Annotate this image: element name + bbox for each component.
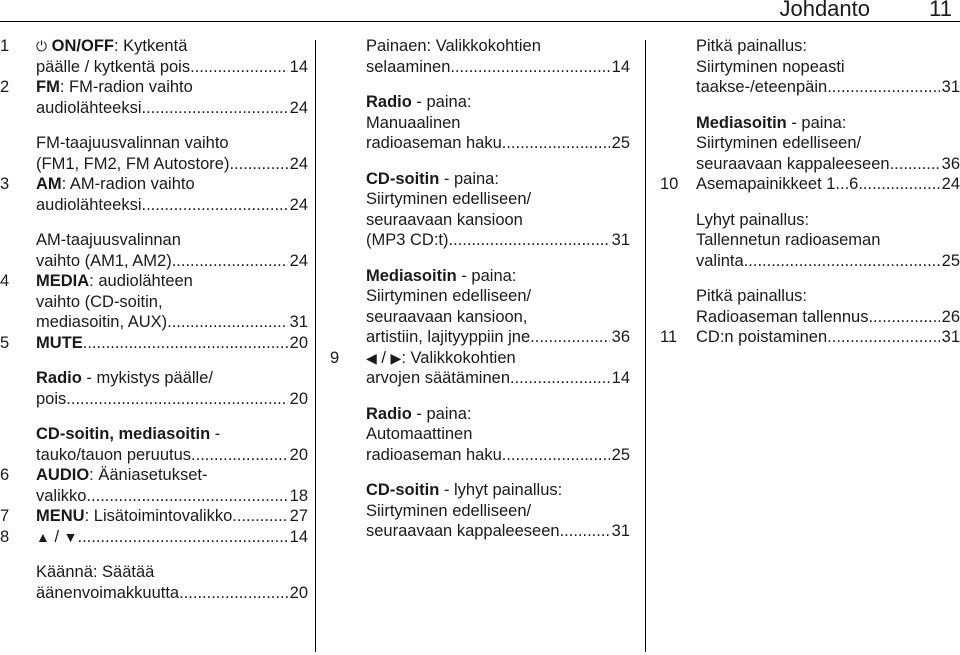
entry-text-part: Lyhyt painallus: (696, 210, 810, 229)
index-entry (660, 174, 960, 195)
entry-line (36, 562, 308, 583)
index-entry (0, 465, 308, 506)
index-entry (0, 174, 308, 215)
entry-text-part: - paina: (456, 266, 517, 285)
entry-line (366, 348, 630, 369)
spacer (330, 389, 630, 404)
dot-leader (66, 389, 287, 410)
key-label: MEDIA (36, 272, 90, 290)
entry-text-part: Painaen: Valikkokohtien (366, 37, 541, 55)
index-entry (0, 424, 308, 465)
entry-text (696, 154, 890, 175)
entry-text (366, 445, 502, 466)
entry-text (366, 230, 449, 251)
column-2 (330, 36, 630, 542)
entry-line (366, 368, 630, 389)
entry-line (36, 133, 308, 154)
index-entry (0, 527, 308, 548)
entry-line (36, 424, 308, 445)
dot-leader (827, 327, 939, 348)
page-reference: 14 (611, 57, 630, 76)
entry-line (366, 189, 630, 210)
entry-text-part: : Ääniasetukset- (89, 466, 208, 484)
key-label: FM (36, 78, 60, 96)
page-reference: 24 (289, 195, 308, 214)
entry-text-part: radioaseman haku (366, 445, 502, 464)
page-reference: 25 (611, 134, 630, 152)
key-label: ON/OFF (47, 37, 114, 55)
column-1 (0, 36, 308, 603)
entry-text-part: pois (36, 389, 67, 408)
entry-line (696, 133, 960, 154)
entry-text-part: - (210, 425, 221, 443)
entry-text (36, 154, 229, 175)
key-label: MENU (36, 507, 85, 525)
column-divider (645, 40, 646, 652)
entry-text-part: radioaseman haku (366, 134, 502, 152)
entry-text-part: : Valikkokohtien (401, 348, 516, 367)
entry-text (36, 445, 191, 466)
key-label: Radio (366, 404, 412, 423)
entry-line (36, 251, 308, 272)
entry-text (696, 307, 868, 328)
entry-text-part: FM-taajuusvalinnan vaihto (36, 134, 229, 152)
entry-line (696, 174, 960, 195)
dot-leader (83, 333, 288, 354)
index-entry (330, 404, 630, 466)
index-entry (0, 36, 308, 77)
entry-text (36, 583, 179, 604)
spacer (0, 409, 308, 424)
index-entry (660, 286, 960, 327)
triangle-up-icon: ▲ (36, 528, 50, 545)
page-reference: 31 (611, 231, 630, 249)
entry-text-part: / (376, 348, 391, 367)
entry-line (366, 113, 630, 134)
entry-line (366, 404, 630, 425)
page-number: 11 (929, 0, 952, 21)
index-entry (0, 77, 308, 118)
entry-line (36, 98, 308, 119)
spacer (0, 215, 308, 230)
dot-leader (167, 312, 288, 333)
entry-line (36, 174, 308, 195)
entry-line (366, 36, 630, 57)
entry-line (36, 583, 308, 604)
entry-text-part: audiolähteeksi (36, 195, 142, 214)
entry-number: 5 (0, 333, 10, 352)
index-entry (330, 348, 630, 389)
entry-line (696, 251, 960, 272)
entry-text-part: CD:n poistaminen (696, 328, 828, 346)
page-reference: 26 (941, 307, 960, 326)
entry-text-part: Siirtyminen nopeasti (696, 57, 845, 76)
spacer (330, 465, 630, 480)
page-reference: 20 (289, 583, 308, 602)
page-reference: 24 (941, 175, 960, 193)
page-reference: 27 (289, 507, 308, 525)
index-entry (0, 506, 308, 527)
entry-text (366, 327, 535, 348)
entry-text-part: Siirtyminen edelliseen/ (696, 134, 862, 152)
entry-text-part: - paina: (439, 169, 499, 188)
key-label: Mediasoitin (366, 266, 457, 285)
entry-text-part: Käännä: Säätää (36, 563, 155, 581)
spacer (660, 98, 960, 113)
entry-line (36, 333, 308, 354)
key-label: MUTE (36, 333, 83, 352)
page-reference: 20 (289, 389, 308, 408)
entry-text-part: (FM1, FM2, FM Autostore) (36, 154, 230, 173)
entry-text-part: seuraavaan kappaleeseen (366, 522, 560, 540)
power-icon: ⏻ (36, 38, 48, 54)
entry-text-part: Radioaseman tallennus (696, 307, 869, 326)
entry-line (36, 312, 308, 333)
entry-number: 7 (0, 507, 10, 525)
column-3 (660, 36, 960, 348)
entry-line (366, 480, 630, 501)
entry-line (36, 271, 308, 292)
entry-text (366, 521, 560, 542)
entry-text (36, 98, 142, 119)
entry-text (36, 333, 83, 354)
entry-text (366, 57, 450, 78)
entry-number: 11 (660, 328, 678, 346)
entry-number: 8 (0, 527, 10, 546)
entry-text (36, 195, 142, 216)
dot-leader (142, 195, 288, 216)
entry-text-part: mediasoitin, AUX) (36, 313, 168, 331)
index-entry (330, 169, 630, 251)
entry-text (696, 174, 858, 195)
dot-leader (449, 230, 610, 251)
index-entry (330, 36, 630, 77)
page-reference: 18 (289, 486, 308, 505)
entry-text (696, 251, 744, 272)
index-entry (660, 36, 960, 98)
entry-line (366, 210, 630, 231)
entry-text-part: : AM-radion vaihto (61, 175, 195, 193)
entry-line (366, 445, 630, 466)
entry-text-part: - lyhyt painallus: (439, 481, 563, 499)
spacer (0, 353, 308, 368)
entry-line (36, 230, 308, 251)
page-reference: 14 (289, 57, 308, 76)
entry-text (36, 486, 86, 507)
dot-leader (535, 327, 610, 348)
entry-text-part: seuraavaan kansioon (366, 210, 523, 229)
dot-leader (858, 174, 939, 195)
spacer (330, 251, 630, 266)
page-reference: 24 (289, 251, 308, 270)
entry-number: 1 (0, 37, 10, 55)
entry-text-part: Pitkä painallus: (696, 37, 807, 55)
triangle-left-icon: ◀ (366, 349, 377, 366)
dot-leader (510, 368, 610, 389)
entry-line (366, 307, 630, 328)
entry-text-part: : audiolähteen (89, 272, 193, 290)
entry-line (366, 327, 630, 348)
index-entry (330, 480, 630, 542)
key-label: AUDIO (36, 466, 90, 484)
entry-text-part: taakse-/eteenpäin (696, 78, 828, 96)
entry-line (366, 92, 630, 113)
index-entry (330, 92, 630, 154)
entry-line (696, 113, 960, 134)
entry-line (366, 169, 630, 190)
entry-line (366, 424, 630, 445)
index-entry (660, 210, 960, 272)
entry-line (696, 210, 960, 231)
entry-text-part: (MP3 CD:t) (366, 231, 449, 249)
entry-text-part: Siirtyminen edelliseen/ (366, 287, 532, 305)
entry-text-part: Tallennetun radioaseman (696, 231, 881, 249)
dot-leader (86, 486, 287, 507)
entry-text-part: : Kytkentä (114, 37, 188, 55)
entry-line (36, 527, 308, 548)
dot-leader (502, 133, 610, 154)
dot-leader (172, 251, 288, 272)
dot-leader (142, 98, 288, 119)
entry-line (36, 368, 308, 389)
entry-text-part: - paina: (786, 113, 847, 132)
dot-leader (179, 583, 288, 604)
entry-line (36, 292, 308, 313)
entry-line (366, 521, 630, 542)
entry-text-part: tauko/tauon peruutus (36, 445, 192, 464)
key-label: CD-soitin (366, 481, 440, 499)
page-reference: 31 (289, 313, 308, 331)
page-reference: 24 (289, 154, 308, 173)
index-entry (0, 230, 308, 271)
page-reference: 31 (941, 328, 960, 346)
entry-line (36, 389, 308, 410)
entry-text-part: - mykistys päälle/ (81, 369, 213, 387)
entry-line (696, 327, 960, 348)
entry-line (36, 465, 308, 486)
entry-line (696, 36, 960, 57)
dot-leader (450, 57, 609, 78)
entry-text (36, 251, 172, 272)
index-entry (0, 333, 308, 354)
index-entry (0, 562, 308, 603)
page-reference: 25 (941, 251, 960, 270)
page-reference: 20 (289, 333, 308, 352)
entry-text-part: seuraavaan kappaleeseen (696, 154, 890, 173)
entry-text (696, 77, 827, 98)
page-reference: 14 (611, 369, 630, 387)
index-entry (660, 327, 960, 348)
entry-line (366, 57, 630, 78)
entry-text-part: Asemapainikkeet 1...6 (696, 175, 859, 193)
entry-line (36, 154, 308, 175)
header-rule (0, 21, 960, 22)
entry-number: 4 (0, 272, 10, 290)
entry-line (36, 506, 308, 527)
entry-number: 10 (660, 175, 679, 193)
index-entry (0, 368, 308, 409)
entry-line (696, 57, 960, 78)
entry-line (696, 77, 960, 98)
entry-text (36, 312, 167, 333)
entry-line (696, 286, 960, 307)
entry-line (366, 266, 630, 287)
spacer (660, 195, 960, 210)
entry-text-part: vaihto (AM1, AM2) (36, 251, 172, 270)
entry-text-part: Automaattinen (366, 425, 473, 443)
key-label: CD-soitin, mediasoitin (36, 425, 211, 443)
triangle-down-icon: ▼ (63, 528, 78, 545)
entry-text-part: vaihto (CD-soitin, (36, 292, 163, 311)
entry-text-part: audiolähteeksi (36, 98, 142, 117)
entry-line (366, 286, 630, 307)
triangle-right-icon: ▶ (390, 349, 402, 366)
dot-leader (744, 251, 940, 272)
page-reference: 25 (611, 445, 630, 464)
dot-leader (77, 527, 287, 548)
index-entry (0, 271, 308, 333)
index-entry (0, 133, 308, 174)
dot-leader (232, 506, 287, 527)
entry-line (696, 307, 960, 328)
entry-text-part: päälle / kytkentä pois (36, 57, 191, 76)
key-label: Mediasoitin (696, 113, 787, 132)
entry-text (36, 57, 190, 78)
entry-text (366, 368, 510, 389)
entry-line (366, 230, 630, 251)
entry-line (36, 57, 308, 78)
entry-line (36, 77, 308, 98)
entry-text-part: arvojen säätäminen (366, 369, 511, 387)
entry-number: 6 (0, 466, 10, 484)
dot-leader (190, 57, 288, 78)
entry-line (36, 486, 308, 507)
entry-text (366, 133, 502, 154)
entry-text-part: Siirtyminen edelliseen/ (366, 190, 532, 208)
entry-text-part: seuraavaan kansioon, (366, 307, 528, 326)
entry-line (36, 445, 308, 466)
section-title: Johdanto (779, 0, 870, 21)
key-label: AM (36, 175, 62, 193)
dot-leader (868, 307, 939, 328)
entry-line (366, 501, 630, 522)
page-reference: 36 (941, 154, 960, 173)
entry-line (366, 133, 630, 154)
entry-text-part: selaaminen (366, 57, 451, 76)
dot-leader (502, 445, 610, 466)
dot-leader (890, 154, 940, 175)
entry-line (36, 36, 308, 57)
entry-text-part: äänenvoimakkuutta (36, 583, 180, 602)
entry-number: 9 (330, 348, 340, 367)
entry-text-part: valikko (36, 486, 87, 505)
column-divider (315, 40, 316, 652)
spacer (330, 154, 630, 169)
entry-text-part: Siirtyminen edelliseen/ (366, 501, 532, 520)
page-header (0, 0, 960, 20)
key-label: CD-soitin (366, 169, 440, 188)
entry-text-part: - paina: (411, 404, 472, 423)
dot-leader (191, 445, 288, 466)
index-entry (660, 113, 960, 175)
entry-line (36, 195, 308, 216)
key-label: Radio (366, 93, 412, 111)
entry-text-part: : FM-radion vaihto (59, 78, 193, 96)
dot-leader (827, 77, 939, 98)
entry-text-part: Pitkä painallus: (696, 287, 807, 305)
entry-text-part: - paina: (411, 93, 472, 111)
entry-line (696, 230, 960, 251)
spacer (0, 118, 308, 133)
entry-text-part: AM-taajuusvalinnan (36, 231, 181, 249)
entry-text (36, 389, 66, 410)
entry-text-part: artistiin, lajityyppiin jne. (366, 328, 535, 346)
entry-line (696, 154, 960, 175)
page-reference: 36 (611, 328, 630, 346)
entry-number: 2 (0, 78, 10, 96)
spacer (330, 77, 630, 92)
key-label: Radio (36, 369, 82, 387)
page-reference: 14 (289, 527, 308, 546)
dot-leader (229, 154, 287, 175)
page-reference: 20 (289, 445, 308, 464)
page-reference: 24 (289, 98, 308, 117)
index-entry (330, 266, 630, 348)
spacer (660, 271, 960, 286)
entry-text-part: : Lisätoimintovalikko (84, 507, 233, 525)
entry-text (36, 506, 232, 527)
page-reference: 31 (941, 78, 960, 96)
entry-text-part: Manuaalinen (366, 113, 461, 132)
dot-leader (560, 521, 610, 542)
entry-text (36, 527, 77, 548)
entry-text (696, 327, 827, 348)
entry-text-part: valinta (696, 251, 744, 270)
spacer (0, 547, 308, 562)
entry-text-part: / (49, 527, 64, 546)
page-reference: 31 (611, 522, 630, 540)
entry-number: 3 (0, 175, 10, 193)
